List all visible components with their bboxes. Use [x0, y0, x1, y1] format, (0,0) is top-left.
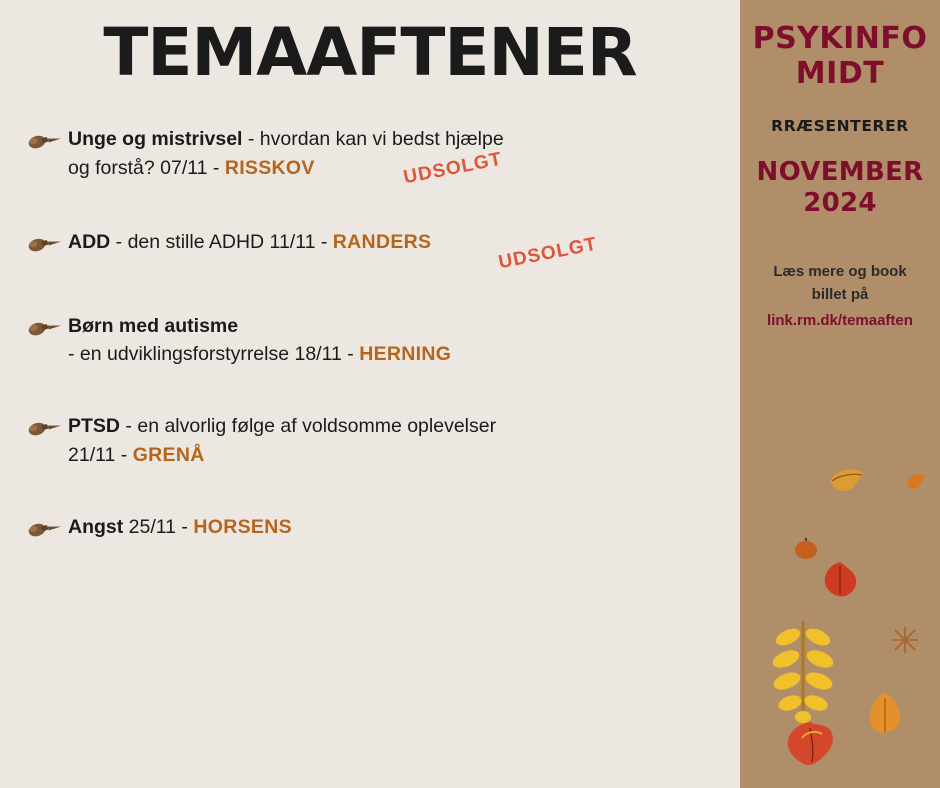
event-detail: - en udviklingsforstyrrelse 18/11 -: [68, 343, 360, 366]
event-list: [0, 125, 740, 555]
event-title: Unge og mistrivsel: [68, 128, 243, 151]
event-text: [68, 312, 451, 369]
booking-link[interactable]: link.rm.dk/temaaften: [767, 312, 913, 330]
event-location: GRENÅ: [132, 443, 205, 466]
event-detail: - den stille ADHD 11/11 -: [110, 230, 333, 253]
brand-line-1: PSYKINFO: [752, 21, 928, 56]
pushpin-icon: [24, 414, 68, 448]
leaf-icon: [865, 690, 905, 743]
month-year: [740, 157, 940, 219]
leaf-icon: [818, 560, 862, 605]
event-text: [68, 228, 599, 274]
leaf-icon: [768, 615, 838, 730]
pushpin-icon: [24, 127, 68, 161]
event-line2: [68, 340, 451, 368]
event-location: HERNING: [359, 343, 452, 366]
event-line2: [68, 441, 496, 469]
event-date: og forstå? 07/11 -: [68, 156, 225, 179]
event-text: [68, 513, 292, 541]
pushpin-icon: [24, 314, 68, 348]
event-title: Børn med autisme: [68, 314, 239, 337]
event-text: [68, 125, 504, 189]
status-badge: UDSOLGT: [496, 233, 599, 274]
list-item: [24, 228, 740, 274]
leaf-icon: [782, 720, 838, 777]
presents-label: RRÆSENTERER: [771, 117, 909, 135]
event-detail: - hvordan kan vi bedst hjælpe: [242, 128, 504, 151]
event-title: ADD: [68, 230, 111, 253]
list-item: [24, 513, 740, 555]
pushpin-icon: [24, 515, 68, 549]
event-title: PTSD: [68, 415, 121, 438]
status-badge: UDSOLGT: [401, 148, 504, 189]
leaf-icon: [792, 535, 820, 568]
list-item: [24, 312, 740, 369]
event-location: RANDERS: [332, 230, 432, 253]
poster-sidebar: [740, 0, 940, 788]
booking-line-1: Læs mere og book: [773, 263, 907, 281]
event-title: Angst: [68, 515, 124, 538]
page-title: TEMAAFTENER: [103, 14, 637, 91]
booking-info: [740, 261, 940, 333]
event-text: [68, 412, 496, 469]
brand-line-2: MIDT: [795, 55, 885, 91]
list-item: [24, 412, 740, 469]
pushpin-icon: [24, 230, 68, 264]
list-item: [24, 125, 740, 189]
leaf-icon: [905, 470, 927, 497]
event-location: RISSKOV: [224, 156, 315, 179]
event-location: HORSENS: [193, 515, 292, 538]
leaf-icon: [828, 465, 868, 500]
event-date: 21/11 -: [68, 443, 133, 466]
month-label: NOVEMBER: [756, 157, 924, 187]
event-detail: 25/11 -: [123, 515, 194, 538]
event-detail: - en alvorlig følge af voldsomme oplevelser: [120, 415, 497, 438]
year-label: 2024: [803, 188, 877, 219]
brand-name: [740, 22, 940, 91]
leaf-icon: [890, 625, 920, 660]
booking-line-2: billet på: [811, 285, 869, 303]
